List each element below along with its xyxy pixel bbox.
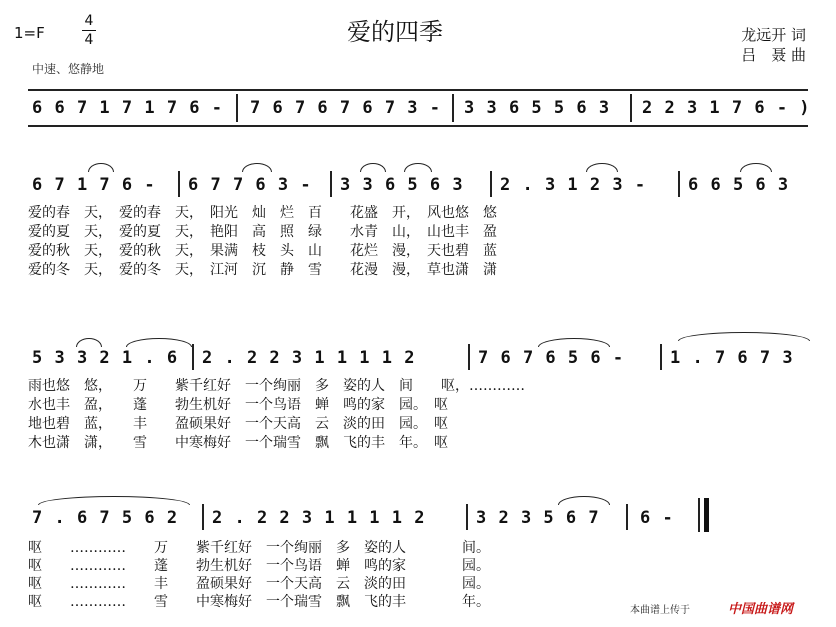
lyric-verse-3: 爱的秋 天， 爱的秋 天， 果满 枝 头 山 花烂 漫， 天也碧 蓝 bbox=[28, 243, 497, 259]
slur bbox=[38, 496, 190, 505]
lyric-verse-3: 呕 ………… 丰 盈硕果好 一个天高 云 淡的田 园。 bbox=[28, 576, 490, 592]
measure-2-5: 6 6 5 6 3 bbox=[688, 175, 790, 195]
lyric-verse-2: 水也丰 盈， 蓬 勃生机好 一个鸟语 蝉 鸣的家 园。 呕 bbox=[28, 397, 448, 413]
time-signature bbox=[82, 12, 96, 49]
lyricist-credit: 龙远开 词 bbox=[741, 26, 806, 44]
lyric-verse-3: 地也碧 蓝， 丰 盈硕果好 一个天高 云 淡的田 园。 呕 bbox=[28, 416, 448, 432]
measure-1-2: 7 6 7 6 7 6 7 3 - bbox=[250, 98, 441, 118]
upload-note: 本曲谱上传于 bbox=[630, 605, 690, 616]
measure-2-3: 3 3 6 5 6 3 bbox=[340, 175, 464, 195]
measure-4-1: 7 . 6 7 5 6 2 bbox=[32, 508, 179, 528]
slur bbox=[740, 163, 772, 172]
slur bbox=[538, 338, 610, 347]
song-title: 爱的四季 bbox=[347, 18, 443, 46]
barline bbox=[660, 344, 662, 370]
measure-2-1: 6 7 1 7 6 - bbox=[32, 175, 156, 195]
site-logo: 中国曲谱网 bbox=[728, 602, 794, 617]
barline bbox=[466, 504, 468, 530]
slur bbox=[360, 163, 386, 172]
lyric-verse-1: 呕 ………… 万 紫千红好 一个绚丽 多 姿的人 间。 bbox=[28, 540, 490, 556]
slur bbox=[88, 163, 114, 172]
measure-1-3: 3 3 6 5 5 6 3 bbox=[464, 98, 611, 118]
time-signature-top: 4 bbox=[84, 13, 94, 29]
slur bbox=[586, 163, 618, 172]
slur bbox=[404, 163, 432, 172]
barline bbox=[178, 171, 180, 197]
tempo-marking: 中速、悠静地 bbox=[32, 62, 105, 76]
barline bbox=[490, 171, 492, 197]
system-1-top-line bbox=[28, 89, 808, 91]
measure-3-3: 7 6 7 6 5 6 - bbox=[478, 348, 625, 368]
barline bbox=[330, 171, 332, 197]
lyric-verse-4: 爱的冬 天， 爱的冬 天， 江河 沉 静 雪 花漫 漫， 草也潇 潇 bbox=[28, 262, 497, 278]
barline bbox=[468, 344, 470, 370]
slur bbox=[76, 338, 102, 347]
slur bbox=[678, 332, 810, 341]
lyric-verse-4: 呕 ………… 雪 中寒梅好 一个瑞雪 飘 飞的丰 年。 bbox=[28, 594, 490, 610]
measure-4-4: 6 - bbox=[640, 508, 674, 528]
measure-4-3: 3 2 3 5 6 7 bbox=[476, 508, 600, 528]
measure-3-2: 2 . 2 2 3 1 1 1 1 2 bbox=[202, 348, 416, 368]
barline bbox=[236, 94, 238, 122]
barline bbox=[202, 504, 204, 530]
measure-1-1: 6 6 7 1 7 1 7 6 - bbox=[32, 98, 223, 118]
barline bbox=[452, 94, 454, 122]
lyric-verse-1: 雨也悠 悠， 万 紫千红好 一个绚丽 多 姿的人 间 呕，………… bbox=[28, 378, 525, 394]
final-barline-thin bbox=[698, 498, 700, 532]
time-signature-bottom: 4 bbox=[84, 32, 94, 48]
slur bbox=[126, 338, 192, 347]
composer-credit: 吕 聂 曲 bbox=[741, 46, 806, 64]
lyric-verse-4: 木也潇 潇， 雪 中寒梅好 一个瑞雪 飘 飞的丰 年。 呕 bbox=[28, 435, 448, 451]
measure-3-1: 5 3 3 2 1 . 6 bbox=[32, 348, 179, 368]
system-1-bottom-line bbox=[28, 125, 808, 127]
barline bbox=[626, 504, 628, 530]
measure-4-2: 2 . 2 2 3 1 1 1 1 2 bbox=[212, 508, 426, 528]
key-signature: 1=F bbox=[14, 24, 45, 42]
lyric-verse-2: 爱的夏 天， 爱的夏 天， 艳阳 高 照 绿 水青 山， 山也丰 盈 bbox=[28, 224, 497, 240]
barline bbox=[630, 94, 632, 122]
measure-2-2: 6 7 7 6 3 - bbox=[188, 175, 312, 195]
barline bbox=[678, 171, 680, 197]
slur bbox=[242, 163, 272, 172]
measure-3-4: 1 . 7 6 7 3 bbox=[670, 348, 794, 368]
lyric-verse-2: 呕 ………… 蓬 勃生机好 一个鸟语 蝉 鸣的家 园。 bbox=[28, 558, 490, 574]
slur bbox=[558, 496, 610, 505]
final-barline-thick bbox=[704, 498, 709, 532]
barline bbox=[192, 344, 194, 370]
measure-1-4: 2 2 3 1 7 6 - ) bbox=[642, 98, 811, 118]
measure-2-4: 2 . 3 1 2 3 - bbox=[500, 175, 647, 195]
lyric-verse-1: 爱的春 天， 爱的春 天， 阳光 灿 烂 百 花盛 开， 风也悠 悠 bbox=[28, 205, 497, 221]
